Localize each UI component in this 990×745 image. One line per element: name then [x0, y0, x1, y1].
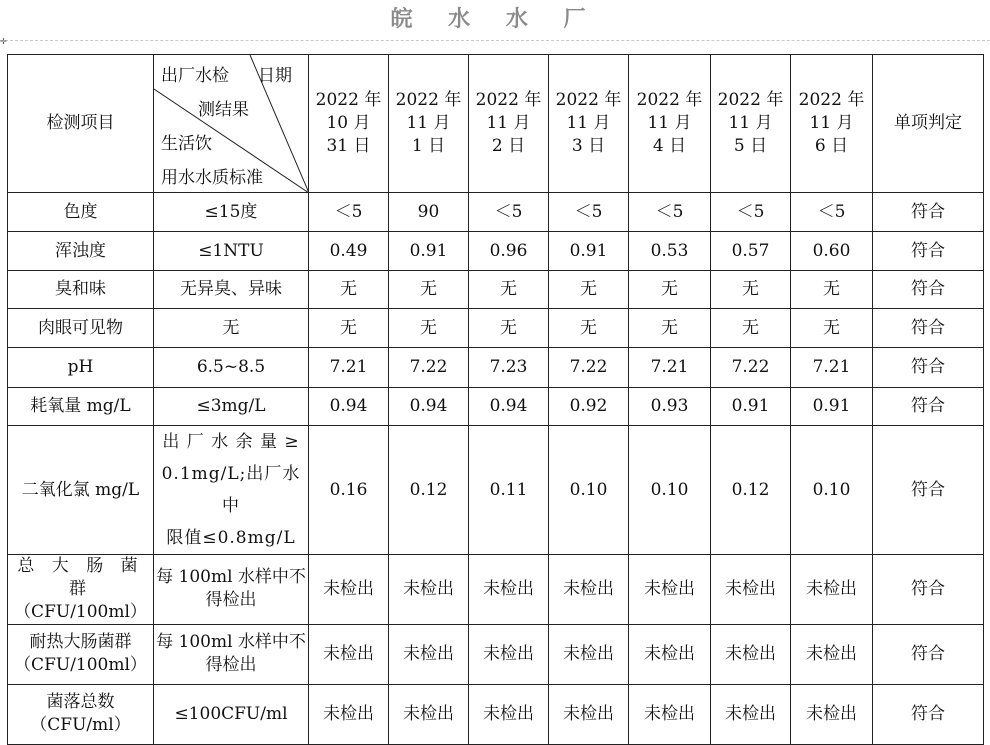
- result-cell: 0.12: [711, 426, 791, 555]
- date-header-cell: 2022 年 11 月 1 日: [389, 55, 469, 193]
- water-quality-table: [7, 54, 984, 745]
- table-row: [8, 684, 984, 744]
- item-name-cell: 菌落总数 （CFU/ml）: [8, 684, 154, 744]
- result-cell: 7.21: [791, 348, 873, 388]
- item-name-cell: 耐热大肠菌群 （CFU/100ml）: [8, 624, 154, 684]
- result-cell: 7.22: [711, 348, 791, 388]
- judgement-cell: 符合: [873, 388, 984, 426]
- result-cell: 0.96: [469, 232, 549, 271]
- result-cell: 未检出: [389, 684, 469, 744]
- date-header-cell: 2022 年 11 月 5 日: [711, 55, 791, 193]
- judgement-cell: 符合: [873, 624, 984, 684]
- result-cell: 未检出: [629, 555, 711, 625]
- standard-cell: ≤1NTU: [154, 232, 309, 271]
- result-cell: 0.10: [629, 426, 711, 555]
- table-row: [8, 232, 984, 271]
- result-cell: 无: [469, 309, 549, 348]
- result-cell: 未检出: [309, 684, 389, 744]
- result-cell: 未检出: [629, 684, 711, 744]
- table-anchor-icon[interactable]: ✛: [0, 37, 7, 46]
- date-header-cell: 2022 年 11 月 3 日: [549, 55, 629, 193]
- item-name-cell: 浑浊度: [8, 232, 154, 271]
- diag-label-top-right: 日期: [258, 66, 292, 86]
- result-cell: 7.21: [629, 348, 711, 388]
- diag-label-bottom-2: 用水水质标准: [161, 168, 263, 188]
- table-row: [8, 624, 984, 684]
- result-cell: 0.57: [711, 232, 791, 271]
- result-cell: 0.91: [549, 232, 629, 271]
- item-header-cell: [8, 55, 154, 193]
- table-row: [8, 193, 984, 232]
- item-name-cell: 总 大 肠 菌 群 （CFU/100ml）: [8, 555, 154, 625]
- judgement-cell: 符合: [873, 348, 984, 388]
- table-row: [8, 388, 984, 426]
- result-cell: 未检出: [711, 684, 791, 744]
- standard-cell: ≤15度: [154, 193, 309, 232]
- result-cell: ＜5: [791, 193, 873, 232]
- result-cell: 0.93: [629, 388, 711, 426]
- standard-cell: 无异臭、异味: [154, 271, 309, 309]
- judgement-cell: 符合: [873, 684, 984, 744]
- result-cell: 0.91: [711, 388, 791, 426]
- result-cell: 0.94: [469, 388, 549, 426]
- header-row: [8, 55, 984, 193]
- result-cell: 未检出: [389, 624, 469, 684]
- result-cell: 无: [711, 271, 791, 309]
- result-cell: 未检出: [791, 624, 873, 684]
- result-cell: 无: [549, 309, 629, 348]
- result-cell: 0.10: [549, 426, 629, 555]
- standard-cell: ≤3mg/L: [154, 388, 309, 426]
- item-name-cell: 二氧化氯 mg/L: [8, 426, 154, 555]
- result-cell: 0.94: [309, 388, 389, 426]
- diagonal-header-cell: [154, 55, 309, 193]
- date-header-cell: 2022 年 11 月 2 日: [469, 55, 549, 193]
- table-row: [8, 309, 984, 348]
- result-cell: 未检出: [309, 555, 389, 625]
- diag-label-bottom-1: 生活饮: [161, 134, 212, 154]
- diag-label-middle: 测结果: [198, 100, 249, 120]
- table-row: [8, 271, 984, 309]
- result-cell: 未检出: [469, 555, 549, 625]
- result-cell: ＜5: [629, 193, 711, 232]
- judge-header-cell: 单项判定: [873, 55, 984, 193]
- result-cell: 无: [629, 271, 711, 309]
- item-name-cell: 臭和味: [8, 271, 154, 309]
- item-name-cell: pH: [8, 348, 154, 388]
- result-cell: 90: [389, 193, 469, 232]
- date-header-cell: 2022 年 11 月 4 日: [629, 55, 711, 193]
- result-cell: 0.91: [791, 388, 873, 426]
- result-cell: 0.49: [309, 232, 389, 271]
- diag-label-top-left: 出厂水检: [161, 66, 229, 86]
- result-cell: 0.10: [791, 426, 873, 555]
- result-cell: 7.23: [469, 348, 549, 388]
- standard-cell: ≤100CFU/ml: [154, 684, 309, 744]
- result-cell: 无: [389, 271, 469, 309]
- result-cell: ＜5: [469, 193, 549, 232]
- result-cell: ＜5: [549, 193, 629, 232]
- item-name-cell: 耗氧量 mg/L: [8, 388, 154, 426]
- result-cell: 0.92: [549, 388, 629, 426]
- standard-cell: 每 100ml 水样中不 得检出: [154, 624, 309, 684]
- result-cell: 无: [309, 271, 389, 309]
- standard-cell: 每 100ml 水样中不 得检出: [154, 555, 309, 625]
- result-cell: 0.91: [389, 232, 469, 271]
- judgement-cell: 符合: [873, 271, 984, 309]
- result-cell: 未检出: [711, 555, 791, 625]
- judgement-cell: 符合: [873, 555, 984, 625]
- standard-cell: 6.5~8.5: [154, 348, 309, 388]
- item-header-label: 检测项目: [46, 113, 115, 134]
- result-cell: 无: [309, 309, 389, 348]
- result-cell: 无: [711, 309, 791, 348]
- item-name-cell: 色度: [8, 193, 154, 232]
- result-cell: 未检出: [469, 684, 549, 744]
- result-cell: 7.21: [309, 348, 389, 388]
- result-cell: 未检出: [389, 555, 469, 625]
- result-cell: 未检出: [309, 624, 389, 684]
- result-cell: 无: [791, 309, 873, 348]
- result-cell: 未检出: [549, 684, 629, 744]
- result-cell: 未检出: [549, 624, 629, 684]
- date-header-cell: 2022 年 11 月 6 日: [791, 55, 873, 193]
- table-row: [8, 348, 984, 388]
- result-cell: 0.16: [309, 426, 389, 555]
- result-cell: ＜5: [711, 193, 791, 232]
- result-cell: 无: [791, 271, 873, 309]
- result-cell: 0.53: [629, 232, 711, 271]
- result-cell: 7.22: [549, 348, 629, 388]
- result-cell: 未检出: [469, 624, 549, 684]
- item-name-cell: 肉眼可见物: [8, 309, 154, 348]
- date-header-cell: 2022 年 10 月 31 日: [309, 55, 389, 193]
- result-cell: 未检出: [791, 684, 873, 744]
- result-cell: 无: [629, 309, 711, 348]
- result-cell: 0.60: [791, 232, 873, 271]
- result-cell: 无: [389, 309, 469, 348]
- table-row: [8, 555, 984, 625]
- result-cell: 未检出: [711, 624, 791, 684]
- result-cell: ＜5: [309, 193, 389, 232]
- result-cell: 未检出: [629, 624, 711, 684]
- result-cell: 0.12: [389, 426, 469, 555]
- judgement-cell: 符合: [873, 232, 984, 271]
- result-cell: 0.94: [389, 388, 469, 426]
- table-row: [8, 426, 984, 555]
- page-title: 皖 水 水 厂: [390, 7, 600, 32]
- judgement-cell: 符合: [873, 426, 984, 555]
- standard-cell: 出 厂 水 余 量 ≥ 0.1mg/L;出厂水中 限值≤0.8mg/L: [154, 426, 309, 555]
- result-cell: 无: [469, 271, 549, 309]
- result-cell: 0.11: [469, 426, 549, 555]
- result-cell: 未检出: [791, 555, 873, 625]
- standard-cell: 无: [154, 309, 309, 348]
- header-divider: [0, 40, 990, 41]
- judgement-cell: 符合: [873, 309, 984, 348]
- result-cell: 无: [549, 271, 629, 309]
- judgement-cell: 符合: [873, 193, 984, 232]
- result-cell: 未检出: [549, 555, 629, 625]
- result-cell: 7.22: [389, 348, 469, 388]
